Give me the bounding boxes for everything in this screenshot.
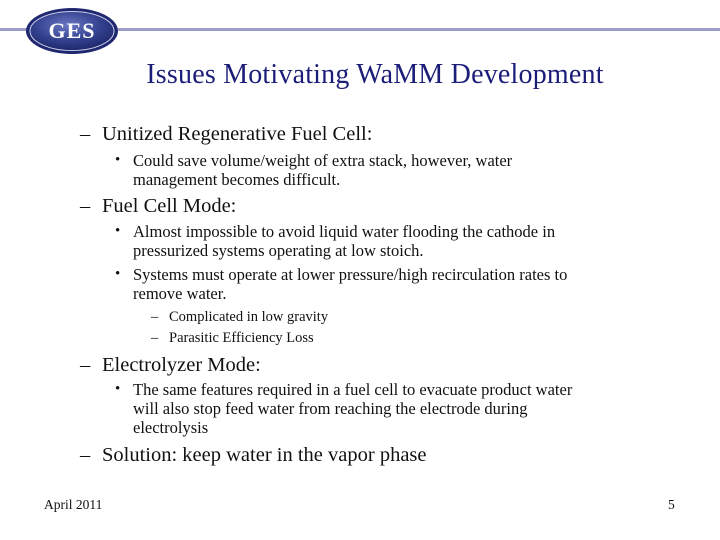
dash-marker: – [80,354,91,376]
bullet-marker: • [115,266,121,282]
sub-bullet-text: Parasitic Efficiency Loss [169,330,314,346]
bullet-text: electrolysis [133,418,209,437]
bullet-text: Systems must operate at lower pressure/high recirculation rates to [133,265,568,284]
dash-marker: – [151,330,159,346]
bullet-text: Almost impossible to avoid liquid water flooding the cathode in [133,222,556,241]
outline-item-electrolyzer-mode [80,353,261,377]
outline-item-solution [80,443,427,467]
bullet-marker: • [115,223,121,239]
bullet-item-continuation [133,241,673,260]
logo-text: GES [48,18,96,43]
outline-item-label: Fuel Cell Mode: [102,195,237,217]
outline-item-urfc [80,122,373,146]
bullet-item [115,151,673,170]
slide-title: Issues Motivating WaMM Development [146,59,604,90]
page-number: 5 [668,497,675,512]
sub-bullet-text: Complicated in low gravity [169,309,329,325]
bullet-text: will also stop feed water from reaching the electrode during [133,399,528,418]
bullet-item-continuation [133,399,673,418]
dash-marker: – [80,195,91,217]
bullet-marker: • [115,152,121,168]
bullet-marker: • [115,381,121,397]
bullet-item-continuation [133,418,673,437]
bullet-item [115,265,673,284]
outline-item-label: Unitized Regenerative Fuel Cell: [102,123,373,145]
sub-bullet-item [151,308,329,326]
outline-item-fuel-cell-mode [80,194,237,218]
outline-item-label: Electrolyzer Mode: [102,354,261,376]
sub-bullet-item [151,329,314,347]
bullet-text: The same features required in a fuel cell to evacuate product water [133,380,573,399]
bullet-item [115,380,673,399]
bullet-item-continuation [133,170,673,189]
dash-marker: – [80,123,91,145]
bullet-item-continuation [133,284,673,303]
outline-item-label: Solution: keep water in the vapor phase [102,444,427,466]
bullet-text: remove water. [133,284,227,303]
bullet-item [115,222,673,241]
bullet-text: Could save volume/weight of extra stack, however, water [133,151,513,170]
bullet-text: pressurized systems operating at low stoich. [133,241,424,260]
footer-date: April 2011 [44,497,103,512]
dash-marker: – [80,444,91,466]
dash-marker: – [151,309,159,325]
bullet-text: management becomes difficult. [133,170,341,189]
